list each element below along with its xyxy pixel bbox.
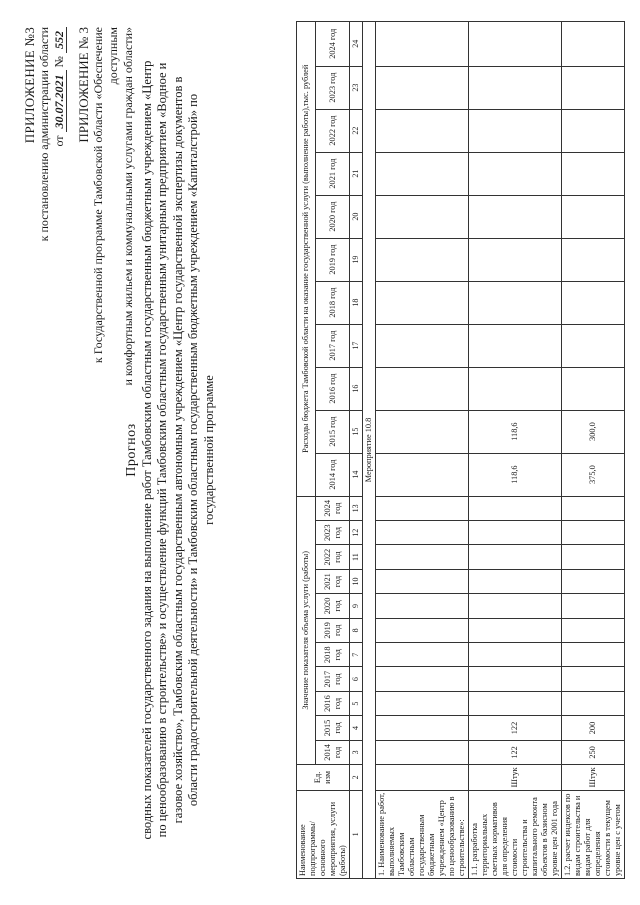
volume-cell	[469, 521, 562, 545]
volume-cell: 122	[469, 716, 562, 740]
volume-cell	[562, 521, 625, 545]
volume-year-header: 2017 год	[316, 667, 350, 691]
budget-cell	[376, 410, 469, 453]
table-row	[469, 22, 562, 879]
header-row-1	[297, 22, 316, 879]
budget-cell	[469, 324, 562, 367]
volume-year-header: 2023 год	[316, 521, 350, 545]
budget-cell	[376, 367, 469, 410]
column-number: 6	[350, 667, 363, 691]
budget-year-header: 2021 год	[316, 152, 350, 195]
column-number: 7	[350, 643, 363, 667]
volume-cell	[469, 643, 562, 667]
column-number: 15	[350, 410, 363, 453]
volume-year-header: 2021 год	[316, 569, 350, 593]
column-number: 14	[350, 453, 363, 496]
budget-year-header: 2024 год	[316, 22, 350, 67]
volume-year-header: 2019 год	[316, 618, 350, 642]
volume-cell	[376, 618, 469, 642]
volume-cell	[562, 545, 625, 569]
header-budget: Расходы бюджета Тамбовской области на оказание государственной услуги (выполнение работы),тыс. рублей	[297, 22, 316, 497]
volume-year-header: 2016 год	[316, 691, 350, 715]
volume-cell	[376, 643, 469, 667]
row-name-cell: 1.2. расчет индексов по видам строительства и видам работ для определения стоимости в текущем уровне цен с учетом	[562, 790, 625, 878]
budget-year-header: 2020 год	[316, 195, 350, 238]
volume-cell	[376, 691, 469, 715]
budget-cell	[376, 152, 469, 195]
volume-cell	[562, 667, 625, 691]
forecast-table	[296, 21, 625, 879]
column-number: 1	[350, 790, 363, 878]
budget-cell	[376, 238, 469, 281]
appendix-header: ПРИЛОЖЕНИЕ №3	[22, 27, 37, 144]
title-line5: государственной программе	[201, 375, 216, 525]
budget-cell	[562, 367, 625, 410]
column-number: 24	[350, 22, 363, 67]
volume-cell: 200	[562, 716, 625, 740]
budget-cell: 118,6	[469, 410, 562, 453]
title-line2: по ценообразованию в строительстве» и осуществление функций Тамбовским областным государственным унитарным предприятием «Водное и	[155, 62, 169, 838]
volume-cell	[376, 716, 469, 740]
table-row	[376, 22, 469, 879]
appendix-block	[22, 27, 67, 327]
budget-cell	[562, 66, 625, 109]
budget-year-header: 2017 год	[316, 324, 350, 367]
budget-cell	[562, 281, 625, 324]
volume-cell	[562, 643, 625, 667]
budget-year-header: 2015 год	[316, 410, 350, 453]
volume-cell	[562, 496, 625, 520]
budget-cell	[562, 109, 625, 152]
header-name: Наименование подпрограммы/ основного мероприятия, услуги (работы)	[297, 790, 350, 878]
volume-cell	[376, 569, 469, 593]
budget-cell	[469, 109, 562, 152]
volume-cell	[469, 594, 562, 618]
volume-cell	[469, 691, 562, 715]
title-line1: сводных показателей государственного задания на выполнение работ Тамбовским областным государственным бюджетным учреждением «Центр	[139, 60, 154, 840]
column-number: 5	[350, 691, 363, 715]
budget-year-header: 2014 год	[316, 453, 350, 496]
column-number: 11	[350, 545, 363, 569]
handwritten-date: 30.07.2021	[52, 70, 67, 132]
budget-cell	[376, 66, 469, 109]
header-volume: Значение показателя объема услуги (работы)	[297, 496, 316, 765]
volume-year-header: 2018 год	[316, 643, 350, 667]
budget-year-header: 2016 год	[316, 367, 350, 410]
volume-cell	[376, 740, 469, 764]
column-number: 9	[350, 594, 363, 618]
appendix2-line1: к Государственной программе Тамбовской области «Обеспечение доступным	[91, 27, 120, 364]
appendix-date-line	[52, 27, 67, 327]
budget-cell	[376, 22, 469, 67]
budget-cell: 118,6	[469, 453, 562, 496]
volume-cell	[469, 496, 562, 520]
budget-cell	[562, 152, 625, 195]
appendix2-header: ПРИЛОЖЕНИЕ № 3	[76, 27, 91, 143]
column-number-row	[350, 22, 363, 879]
volume-cell	[376, 667, 469, 691]
date-prefix: от	[52, 135, 66, 147]
column-number: 23	[350, 66, 363, 109]
budget-year-header: 2019 год	[316, 238, 350, 281]
column-number: 10	[350, 569, 363, 593]
column-number: 20	[350, 195, 363, 238]
volume-cell	[562, 618, 625, 642]
volume-cell	[469, 569, 562, 593]
row-unit-cell: Штук	[562, 765, 625, 791]
column-number: 21	[350, 152, 363, 195]
budget-cell	[376, 195, 469, 238]
volume-year-header: 2014 год	[316, 740, 350, 764]
column-number: 19	[350, 238, 363, 281]
budget-cell	[469, 238, 562, 281]
column-number: 8	[350, 618, 363, 642]
budget-cell	[469, 195, 562, 238]
volume-cell: 250	[562, 740, 625, 764]
column-number: 18	[350, 281, 363, 324]
column-number: 12	[350, 521, 363, 545]
volume-year-header: 2022 год	[316, 545, 350, 569]
header-unit: Ед. изм	[297, 765, 350, 791]
budget-cell	[562, 195, 625, 238]
volume-cell	[376, 521, 469, 545]
budget-year-header: 2023 год	[316, 66, 350, 109]
table-body	[376, 22, 625, 879]
budget-cell	[376, 281, 469, 324]
document-title	[124, 15, 217, 885]
row-unit-cell	[376, 765, 469, 791]
volume-cell	[562, 569, 625, 593]
title-line3: газовое хозяйство», Тамбовским областным государственным автономным учреждением «Центр государственной экспертизы документов в	[170, 76, 185, 824]
header-years-row	[316, 22, 350, 879]
handwritten-number: 552	[52, 27, 67, 53]
volume-cell	[376, 594, 469, 618]
volume-year-header: 2020 год	[316, 594, 350, 618]
budget-cell	[562, 238, 625, 281]
volume-cell	[562, 691, 625, 715]
column-number: 3	[350, 740, 363, 764]
volume-cell	[469, 618, 562, 642]
budget-cell: 300,0	[562, 410, 625, 453]
budget-cell	[562, 324, 625, 367]
column-number: 17	[350, 324, 363, 367]
budget-cell	[376, 453, 469, 496]
appendix2-line2: и комфортным жильем и коммунальными услугами граждан области»	[121, 27, 135, 386]
budget-cell: 375,0	[562, 453, 625, 496]
budget-cell	[469, 152, 562, 195]
budget-cell	[376, 109, 469, 152]
volume-cell	[562, 594, 625, 618]
row-unit-cell: Штук	[469, 765, 562, 791]
column-number: 22	[350, 109, 363, 152]
budget-cell	[562, 22, 625, 67]
volume-cell	[376, 496, 469, 520]
measure-label: Мероприятие 10.8	[363, 22, 376, 879]
budget-cell	[469, 66, 562, 109]
volume-cell	[376, 545, 469, 569]
table-row	[562, 22, 625, 879]
budget-year-header: 2022 год	[316, 109, 350, 152]
volume-cell	[469, 545, 562, 569]
column-number: 4	[350, 716, 363, 740]
column-number: 13	[350, 496, 363, 520]
title-heading: Прогноз	[124, 423, 139, 477]
row-name-cell: 1.1. разработка территориальных сметных нормативов для определения стоимости строительства и капитального ремонта объектов в базисном уровне цен 2001 года	[469, 790, 562, 878]
budget-cell	[469, 22, 562, 67]
volume-year-header: 2024 год	[316, 496, 350, 520]
column-number: 2	[350, 765, 363, 791]
budget-year-header: 2018 год	[316, 281, 350, 324]
title-line4: области градостроительной деятельности» и Тамбовским областным государственным бюджетным учреждением «Капиталстрой» по	[186, 93, 200, 807]
measure-row	[363, 22, 376, 879]
budget-cell	[469, 281, 562, 324]
volume-cell: 122	[469, 740, 562, 764]
number-prefix: №	[52, 56, 66, 68]
column-number: 16	[350, 367, 363, 410]
budget-cell	[376, 324, 469, 367]
appendix-line: к постановлению администрации области	[37, 27, 51, 242]
budget-cell	[469, 367, 562, 410]
row-name-cell: 1. Наименование работ, выполняемых Тамбовским областным государственным бюджетным учреждением «Центр по ценообразованию в строительстве»:	[376, 790, 469, 878]
rotated-sheet	[16, 15, 622, 885]
volume-year-header: 2015 год	[316, 716, 350, 740]
volume-cell	[469, 667, 562, 691]
